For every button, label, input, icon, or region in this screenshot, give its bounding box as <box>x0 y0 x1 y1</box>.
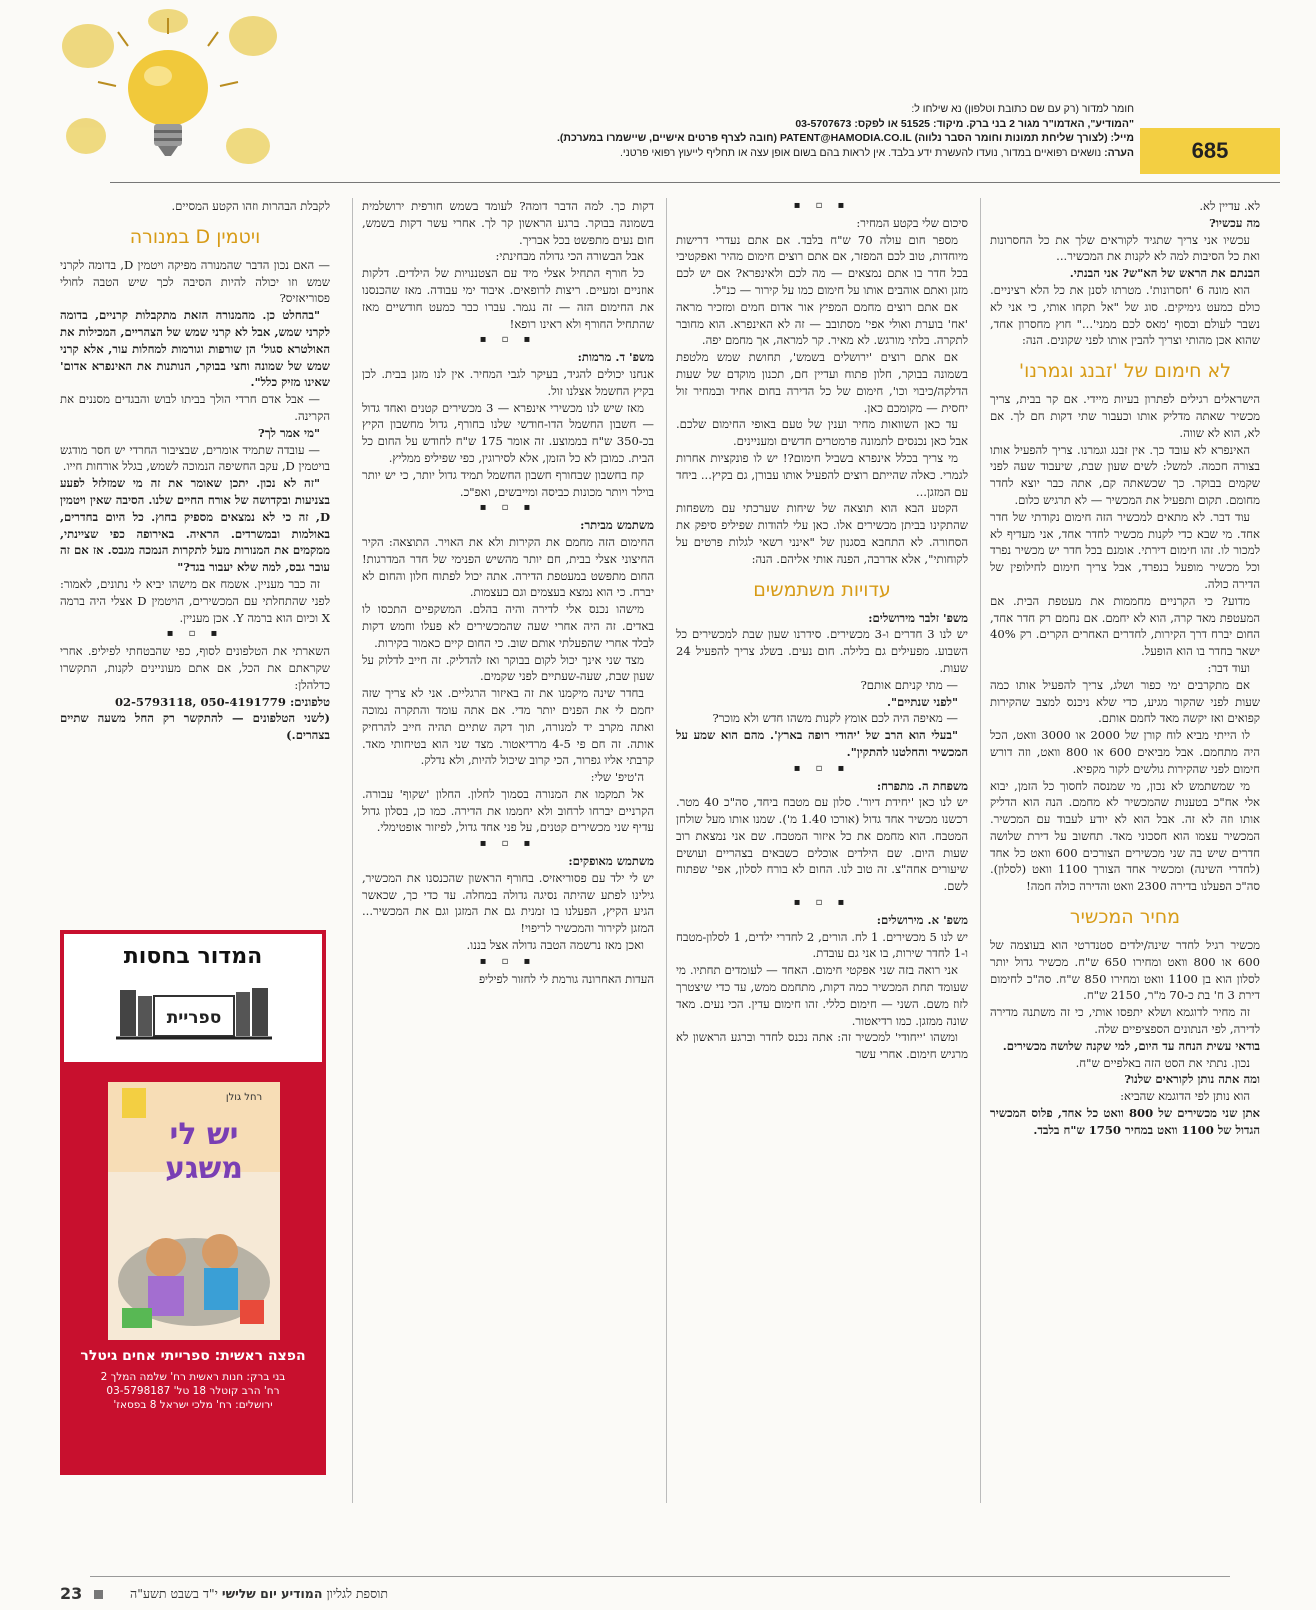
square-icon <box>94 1590 103 1599</box>
footer-divider <box>90 1576 1230 1577</box>
paragraph: סיכום שלי בקטע המחיר: <box>856 215 968 230</box>
phones-line: טלפונים: 02-5793118, 050-4191779 <box>114 694 330 709</box>
paragraph: אבל הבשורה הכי גדולה מבחינתי: <box>495 249 644 264</box>
question: ומה אתה נותן לקוראים שלנו? <box>1124 1072 1260 1087</box>
section-separator: ▪ ▫ ▪ <box>793 200 851 211</box>
paragraph: — מאיפה היה לכם אומץ לקנות משהו חדש ולא מוכר? <box>712 711 958 726</box>
issue-number-badge: 685 <box>1140 128 1280 174</box>
testimony-name: משפ' ד. מרמות: <box>577 350 654 365</box>
section-separator: ▪ ▫ ▪ <box>479 334 537 346</box>
paragraph: בחדר שינה מיקמנו את זה באיזור הרגליים. אני לא צריך שזה יחמם לי את הפנים יותר מדי. אם אתה עומד והתקרה נמוכה ואתה מקרב יד למנורה, תוך דקה שתיים תהיה חייב להרחיק אותה. זה חם פי 4-5 מרדיאטור. מצד שני הוא בטיחותי מאד. קרבתי אליו גפרור, הכי קרוב שיכול להיות, ולא נדלק. <box>362 686 654 768</box>
section-separator: ▪ ▫ ▪ <box>479 502 537 514</box>
ad-red-panel <box>64 1062 322 1472</box>
paragraph: — עובדה שתמיד אומרים, שבציבור החרדי יש חסר מודגש בויטמין D, עקב החשיפה הנמוכה לשמש, בגלל אורחות חייו. <box>60 442 330 474</box>
question: הבנתם את הראש של הא"ש? אני הבנתי. <box>1069 266 1260 281</box>
distributor-address: רח' הרב קוטלר 18 טל' 03-5798187 <box>106 1385 280 1397</box>
paragraph: יש לנו 3 חדרים ו-3 מכשירים. סידרנו שעון שבת למכשירים כל השבוע. מפעילים גם בלילה. חום נעים. בשלג צריך להפעיל 24 שעות. <box>676 627 968 675</box>
paragraph: עכשיו אני צריך שתגיד לקוראים שלך את כל החסרונות ואת כל הסיבות למה לא לקנות את המכשיר... <box>990 232 1260 264</box>
paragraph: מספר חום עולה 70 ש"ח בלבד. אם אתם נעדרי דרישות מיוחדות, טוב לכם המפזר, אם אתם רוצים חימום מהיר ואפקטיבי בכל חדר בו אתם נמצאים — מה לכם ולאינפרא? אם יש לכם מזגן ואתם אוהבים אותו על חימום כמו על קירור — כנ"ל. <box>676 232 968 297</box>
paragraph: אם אתם רוצים 'ירושלים בשמש', תחושת שמש מלטפת בשמונה בבוקר, חלון פתוח ועדיין חם, תכנון מוקדם של שעות הדלקה/כיבוי וכו', חימום של כל הדירה בחום אחיד ובמחיר זול יחסית — מקומכם כאן. <box>676 350 968 415</box>
book-title <box>154 1118 254 1186</box>
book-title-line: יש לי <box>169 1117 239 1152</box>
paragraph: עוד דבר. לא מתאים למכשיר הזה חימום נקודתי של חדר אחד. מי שבא כדי לקנות מכשיר לחדר אחד, אני מעדיף לא למכור לו. זהו חימום דירתי. אומנם בכל חדר יש מכשיר נפרד וכל מכשיר מופעל בנפרד, אבל צריך חימום לחילופין של הדירה כולה. <box>990 509 1260 591</box>
header-divider <box>110 182 1280 183</box>
section-heading: עדויות משתמשים <box>753 578 891 601</box>
column-divider <box>352 198 353 1503</box>
distributor-title: הפצה ראשית: ספרייתי אחים גיטלר <box>80 1348 306 1364</box>
paragraph: דקות כך. למה הדבר דומה? לעומד בשמש חורפית ירושלמית בשמונה בבוקר. ברגע הראשון קר לך. אחרי עשר דקות בשמש, חום נעים מתפשט בכל אבריך. <box>362 199 654 247</box>
answer: "בעלי הוא הרב של 'יהודי רופה בארץ'. מהם הוא שמע על המכשיר והחלטנו להתקין". <box>676 728 968 759</box>
distributor-address: ירושלים: רח' מלכי ישראל 8 בפסאז' <box>113 1399 273 1411</box>
paragraph: אם אתם רוצים מחמם המפיץ אור אדום חמים ומזכיר מראה 'אח' בוערת ואולי אפי' מסתובב — זה לא האינפרא. הוא מחובר לתקרה. בלתי מורגש. לא מאיר. קר למראה, אך מחמם יפה. <box>676 299 968 348</box>
paragraph: ועוד דבר: <box>1207 660 1250 675</box>
paragraph: לא. עדיין לא. <box>1199 199 1260 213</box>
paragraph: הוא מונה 6 'חסרונות'. מטרתו לסנן את כל הלא רציניים. כולם כמעט גימיקים. סוג של "אל תקחו אותי, כי אני לא נשבר לעולם ובסוף 'מאס לכם ממני'..." חוץ מחסרון אחד, שהוא אכן מהותי וצריך להבין אותו לפני שקונים. הנה: <box>990 282 1260 348</box>
paragraph: אל תמקמו את המנורה בסמוך לחלון. החלון 'שקוף' עבורה. הקרניים יברחו לרחוב ולא יחממו את הדירה. כמו כן, בסלון גדול עדיף שני מכשירים קטנים, על פני אחד גדול, לפיזור אופטימלי. <box>362 786 654 835</box>
answer: "מי אמר לך? <box>258 425 320 440</box>
question: בודאי עשית הנחה עד היום, למי שקנה שלושה מכשירים. <box>1002 1038 1260 1053</box>
paragraph: אנחנו יכולים להגיד, בעיקר לגבי המחיר. אין לנו מזגן בבית. לכן בקיץ החשמל אצלנו זול. <box>362 366 654 398</box>
submission-line-2: "המודיע", האדמו"ר מגור 2 בני ברק. מיקוד: 51525 או לפקס: 03-5707673 <box>795 117 1134 130</box>
submission-info <box>300 102 1134 160</box>
paragraph: — אבל אדם חרדי הולך בביתו לבוש והבגדים מסננים את הקרינה. <box>60 392 330 423</box>
answer: אתן שני מכשירים של 800 וואט כל אחד, פלוס המכשיר הגדול של 1100 וואט במחיר 1750 ש"ח בלבד. <box>990 1106 1260 1137</box>
paragraph: מי צריך בכלל אינפרא בשביל חימום?! יש לו פונקציות אחרות לגמרי. כאלה שהייתם רוצים להפעיל אותו עבורן, גם בקיץ... ביחד עם המזגן... <box>676 450 968 499</box>
answer: "זה לא נכון. יתכן שאומר את זה מי שמזלזל לפעע בצניעות ובקדושה של אורח החיים שלנו. הסיבה שאין ויטמין D, זה כי לא נמצאים מספיק בחוץ. כל היום בחדרים, באולמות ובמשרדים. הראיה. באירופה כפי שציינתי, ממקמים את המנורות מעל לתקרות הנמכה מגבס. אז אם זה עובר גבס, למה שלא יעבור בגד?" <box>60 476 330 575</box>
testimony-name: משתמש מביתר: <box>580 518 654 533</box>
section-separator: ▪ ▫ ▪ <box>166 628 224 640</box>
paragraph: קח בחשבון שבחורף חשבון החשמל תמיד גדול יותר, כי יש יותר בוילר ויותר מכונות כביסה ומייבשים, ואפ"כ. <box>362 467 654 499</box>
column-4 <box>60 198 330 918</box>
answer: "בהחלט כן. מהמנורה הזאת מתקבלות קרניים, בדומה לקרני שמש, אבל לא קרני שמש של הצהריים, המכילות את האולטרא סגול' הן שורפות וגורמות למחלות עור, אלא קרני שמש של שמונה וחצי בבוקר, הנותנות את האינפרא אדום' שאינו מזיק כלל". <box>60 308 330 390</box>
sponsor-advertisement[interactable] <box>60 930 326 1475</box>
column-1 <box>990 198 1260 1508</box>
paragraph: הוא נותן לפי הדוגמא שהביא: <box>1120 1089 1250 1104</box>
paragraph: השארתי את הטלפונים לסוף, כפי שהבטחתי לפיליפ. אחרי שקראתם את הכל, אם אתם מעוניינים לקנות, התקשרו כדלהלן: <box>60 644 330 692</box>
column-3 <box>362 198 654 1508</box>
paragraph: לו הייתי מביא לוח קורן של 2000 או 3000 וואט, הכל היה מתחמם. אבל מביאים 600 או 800 וואט, וזה דורש חימום לפני שהקירות גולשים לקור מקפיא. <box>990 728 1260 776</box>
answer: "לפני שנתיים". <box>886 694 958 709</box>
paragraph: נכון. נתתי את הסט הזה באלפיים ש"ח. <box>1075 1055 1250 1070</box>
paragraph: אני רואה בזה שני אפקטי חימום. האחד — לעומדים תחתיו. מי שעומד תחת המכשיר כמה דקות, מתחמם ממש, עד כדי שיצטרך לזוז משם. השני — חימום כללי. זהו חימום עדין. הכי נעים. מאד שונה ממזגן. כמו רדיאטור. <box>676 963 968 1028</box>
section-separator: ▪ ▫ ▪ <box>479 955 537 967</box>
paragraph: אם מתקרבים ימי כפור ושלג, צריך להפעיל אותו כמה שעות לפני שהקור מגיע, כדי שלא ניכנס למצב שהקירות קפואים ואז יקשה מאד לחמם אותם. <box>990 677 1260 726</box>
paragraph: האינפרא לא עובד כך. אין זבנג וגמרנו. צריך להפעיל אותו בצורה חכמה. למשל: לשים שעון שבת, שיעבוד שעה לפני שקמים בבוקר. כך שכשאתה קם, אתה כבר יוצא לחדר מחומם. תקום ותפעיל את המכשיר — לא תרגיש כלום. <box>990 442 1260 507</box>
book-title-line: משגע <box>165 1151 243 1186</box>
paragraph: מאז שיש לנו מכשירי אינפרא — 3 מכשירים קטנים ואחד גדול — חשבון החשמל הדו-חודשי שלנו בחורף, גדול מחשבון הקיץ בכ-350 ש"ח בממוצע. זה אומר 175 ש"ח לחודש על החום כל הבית. כמובן לא כל הזמן, אלא לסירוגין, כפי שפיליפ ממליץ. <box>362 400 654 465</box>
paragraph: ואכן מאז נרשמה הטבה גדולה אצל בננו. <box>466 938 644 953</box>
publication-line: תוספת לגליון המודיע יום שלישי י"ד בשבט תשע"ה <box>130 1586 388 1601</box>
paragraph: מי שמשתמש לא נכון, מי שמנסה לחסוך כל הזמן, יבוא אלי אח"כ בטענות שהמכשיר לא מחמם. הנה הוא הדליק אותו וזה לא זה. אבל הוא לא יודע לעבוד עם המכשיר. המכשיר עצמו הוא חסכוני מאד. תחשוב על דירת שלושה חדרים שיש בה שני מכשירים הצורכים 600 וואט כל אחד (לחדרי השינה) ומכשיר אחד הצורך 1100 וואט (לסלון). סה"כ הפעלנו בדירה 2300 וואט והדירה כולה חמה! <box>990 778 1260 894</box>
paragraph: יש לנו 5 מכשירים. 1 לח. הורים, 2 לחדרי ילדים, 1 לסלון-מטבח ו-1 לחדר שירות, בו אני גם עובדת. <box>676 929 968 961</box>
distributor-address: בני ברק: חנות ראשית רח' שלמה המלך 2 <box>100 1371 286 1383</box>
paragraph: מדוע? כי הקרניים מחממות את מעטפת הבית. אם המעטפת מאד קרה, הוא לא יחמם. אם נחמם רק חדר אחד, החום יברח דרך הקירות, לחדרים האחרים הקרים. רק 40% ישאר בחדר בו הוא הופעל. <box>990 593 1260 659</box>
logo-text: ספריית <box>166 1008 222 1028</box>
paragraph: החימום הזה מחמם את הקירות ולא את האויר. התוצאה: הקיר החיצוני אצלי בבית, חם יותר מהשיש הפנימי של חדר המדרגות! החום מתפשט במעטפת הדירה. אתה יכול לפתוח חלון והחום לא יברח. כי הוא נמצא בעצמים וגם בעצמות. <box>362 534 654 600</box>
disclaimer-line: הערה: נושאים רפואיים במדור, נועדו להעשרת ידע בלבד. אין לראות בהם בשום אופן עצה או תחליף לייעוץ רפואי פרטני. <box>620 146 1134 159</box>
paragraph: עד כאן השוואות מחיר וענין של טעם באופי החימום שלכם. אבל כאן נכנסים לתמונה פרמטרים חדשים ומעניינים. <box>676 417 968 449</box>
section-separator: ▪ ▫ ▪ <box>793 762 851 774</box>
page-number: 23 <box>60 1584 103 1603</box>
section-separator: ▪ ▫ ▪ <box>793 897 851 909</box>
ad-title: המדור בחסות <box>123 944 263 969</box>
testimony-name: משפ' זלבר מירושלים: <box>868 610 968 625</box>
paragraph: כל חורף התחיל אצלי מיד עם הצטננויות של הילדים. דלקות אוזניים ומעיים. ריצות לרופאים. איבוד ימי עבודה. מאז שהכנסנו את החימום הזה — זה נגמר. עברו כבר כמעט חודשיים מאז שהתחיל החורף ולא ראינו רופא! <box>362 266 654 331</box>
paragraph: הקטע הבא הוא תוצאה של שיחות שערכתי עם משפחות שהתקינו בביתן מכשירים אלו. כאן עלי להודות שפיליפ סיפק את הסחורה. לא התחבא בסגנון של "אינני רשאי לגלות פרטים על לקוחותי", אלא אדרבה, הפנה אותי אליהם. הנה: <box>676 501 968 566</box>
column-2 <box>676 198 968 1508</box>
submission-line-3: מייל: (לצורך שליחת תמונות וחומר הסבר נלווה) PATENT@HAMODIA.CO.IL (חובה לצרף פרטים אישיים, שיישמרו במערכת). <box>557 132 1134 144</box>
paragraph: לקבלת הבהרות וזהו הקטע המסיים. <box>171 199 330 213</box>
book-author: רחל גולן <box>225 1092 263 1103</box>
section-heading: לא חימום של 'זבנג וגמרנו' <box>1018 360 1232 383</box>
section-heading: ויטמין D במנורה <box>129 225 261 248</box>
testimony-name: משפ' א. מירושלים: <box>876 912 968 927</box>
paragraph: מצד שני אינך יכול לקום בבוקר ואז להדליק. זה חייב לדלוק על שעון שבת, שעה-שעתיים לפני שקמים. <box>362 652 654 684</box>
testimony-name: משפחת ה. מתפרח: <box>876 778 968 793</box>
paragraph: מישהו נכנס אלי לדירה והיה בהלם. המשקפיים התכסו לו באדים. זה היה אחרי שעה שהמכשירים לא פעלו וחמש דקות לבלד אחרי שהפעלתי אותם שוב. כי החום קיים כאמור בקירות. <box>362 602 654 650</box>
paragraph: ה'טיפ' שלי: <box>590 770 644 785</box>
paragraph: יש לי ילד עם פסוריאזיס. בחורף הראשון שהכנסנו את המכשיר, גילינו לפתע שהיתה נסיגה גדולה במחלה. עד כדי כך, שכאשר הגיע הקיץ, הפעלנו בו זמנית גם את המזגן וגם את המכשיר... המזגן לקירור והמכשיר לריפוי! <box>362 870 654 936</box>
paragraph: — מתי קניתם אותם? <box>860 677 958 692</box>
question: מה עכשיו? <box>1209 215 1260 230</box>
paragraph: זה מחיר לדוגמא ושלא יתפסו אותי, כי זה משתנה מדירה לדירה, לפי הנתונים הספציפיים שלה. <box>990 1005 1260 1037</box>
paragraph: הישראלים רגילים לפתרון בעיות מיידי. אם קר בבית, צריך מכשיר שאתה מדליק אותו וכעבור שתי דקות חם לך. אם לא, הוא לא שווה. <box>990 392 1260 440</box>
testimony-name: משתמש מאופקים: <box>568 854 654 869</box>
paragraph: יש לנו כאן 'יחידת דיור'. סלון עם מטבח ביחד, סה"כ 40 מטר. רכשנו מכשיר אחד גדול (אורכו 1.40 מ'). שמנו אותו מעל שולחן המטבח. הוא מחמם את כל איזור המטבח. שם אני נמצאת רוב שעות היום. שם הילדים אוכלים כשבאים בצהריים ועושים שיעורים אחה"צ. זה טוב לנו. החום לא בורח לסלון, אפי' שפתוח לשם. <box>676 795 968 894</box>
paragraph: העדות האחרונה גורמת לי לחזור לפיליפ <box>478 971 654 986</box>
column-divider <box>666 198 667 1503</box>
paragraph: זה כבר מעניין. אשמח אם מישהו יביא לי נתונים, לאמור: לפני שהתחלתי עם המכשירים, הויטמין D אצלי היה ברמה X וכיום הוא ברמה Y. אכן מעניין. <box>60 576 330 625</box>
column-divider <box>980 198 981 1503</box>
section-separator: ▪ ▫ ▪ <box>479 838 537 850</box>
section-heading: מחיר המכשיר <box>1069 906 1181 929</box>
submission-line-1: חומר למדור (רק עם שם כתובת וטלפון) נא שילחו ל: <box>911 103 1134 115</box>
paragraph: מכשיר רגיל לחדר שינה/ילדים סטנדרטי הוא בעוצמה של 600 או 800 וואט ומחירו 650 ש"ח. מכשיר גדול יותר לסלון הוא בן 1100 וואט ומחירו 850 ש"ח. סה"כ לחימום דירת 3 ח' בת כ-70 מ"ר, 2150 ש"ח. <box>990 938 1260 1003</box>
paragraph: — האם נכון הדבר שהמנורה מפיקה ויטמין D, בדומה לקרני שמש וזו יכולה להיות הסיבה לכך שיש הטבה לחולי פסוריאזיס? <box>60 257 330 306</box>
lightbulb-illustration <box>58 6 278 186</box>
paragraph: ומשהו 'ייחודי' למכשיר זה: אתה נכנס לחדר וברגע הראשון לא מרגיש חימום. אחרי עשר <box>676 1030 968 1062</box>
phones-note: (לשני הטלפונים — להתקשר רק החל משעה שתיים בצהרים.) <box>60 711 330 743</box>
